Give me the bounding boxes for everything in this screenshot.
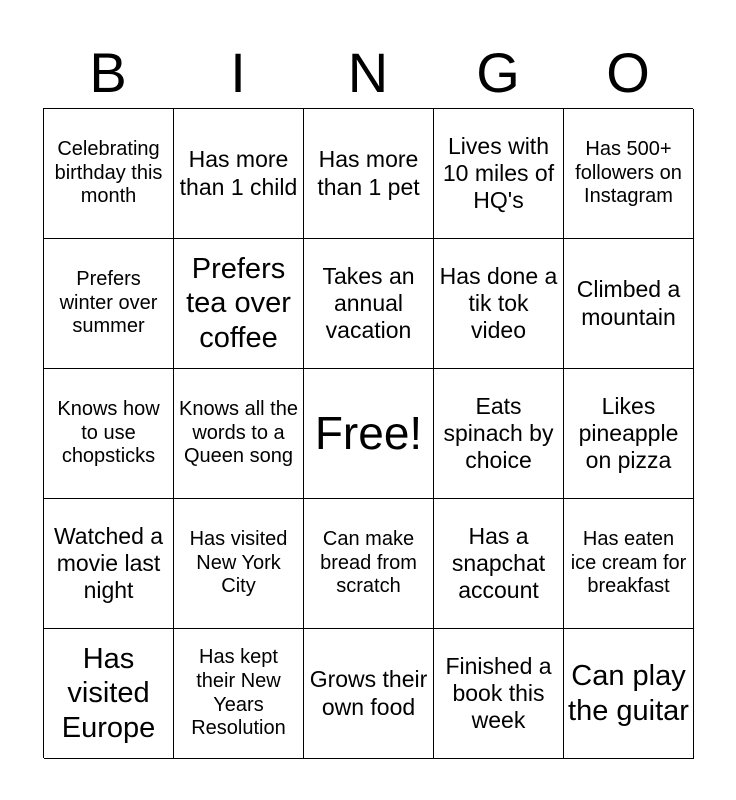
header-letter-b: B xyxy=(89,41,127,104)
bingo-cell[interactable]: Can make bread from scratch xyxy=(304,499,434,629)
bingo-cell[interactable]: Lives with 10 miles of HQ's xyxy=(434,109,564,239)
bingo-cell[interactable]: Can play the guitar xyxy=(564,629,694,759)
bingo-cell[interactable]: Grows their own food xyxy=(304,629,434,759)
header-letter-n: N xyxy=(347,41,389,104)
header-letter-g: G xyxy=(476,41,520,104)
bingo-cell[interactable]: Watched a movie last night xyxy=(44,499,174,629)
bingo-cell-free[interactable]: Free! xyxy=(304,369,434,499)
bingo-cell[interactable]: Eats spinach by choice xyxy=(434,369,564,499)
bingo-cell[interactable]: Celebrating birthday this month xyxy=(44,109,174,239)
bingo-cell[interactable]: Has visited New York City xyxy=(174,499,304,629)
bingo-cell[interactable]: Has more than 1 pet xyxy=(304,109,434,239)
bingo-cell[interactable]: Has kept their New Years Resolution xyxy=(174,629,304,759)
bingo-cell[interactable]: Has more than 1 child xyxy=(174,109,304,239)
bingo-cell[interactable]: Prefers tea over coffee xyxy=(174,239,304,369)
bingo-cell[interactable]: Has a snapchat account xyxy=(434,499,564,629)
bingo-cell[interactable]: Knows how to use chopsticks xyxy=(44,369,174,499)
bingo-cell[interactable]: Climbed a mountain xyxy=(564,239,694,369)
bingo-cell[interactable]: Has 500+ followers on Instagram xyxy=(564,109,694,239)
header-letter-o: O xyxy=(606,41,650,104)
bingo-header xyxy=(43,38,693,108)
bingo-cell[interactable]: Has eaten ice cream for breakfast xyxy=(564,499,694,629)
bingo-grid xyxy=(43,108,693,758)
bingo-cell[interactable]: Prefers winter over summer xyxy=(44,239,174,369)
bingo-cell[interactable]: Knows all the words to a Queen song xyxy=(174,369,304,499)
bingo-cell[interactable]: Finished a book this week xyxy=(434,629,564,759)
bingo-cell[interactable]: Has done a tik tok video xyxy=(434,239,564,369)
bingo-cell[interactable]: Has visited Europe xyxy=(44,629,174,759)
bingo-cell[interactable]: Likes pineapple on pizza xyxy=(564,369,694,499)
header-letter-i: I xyxy=(230,41,246,104)
bingo-cell[interactable]: Takes an annual vacation xyxy=(304,239,434,369)
